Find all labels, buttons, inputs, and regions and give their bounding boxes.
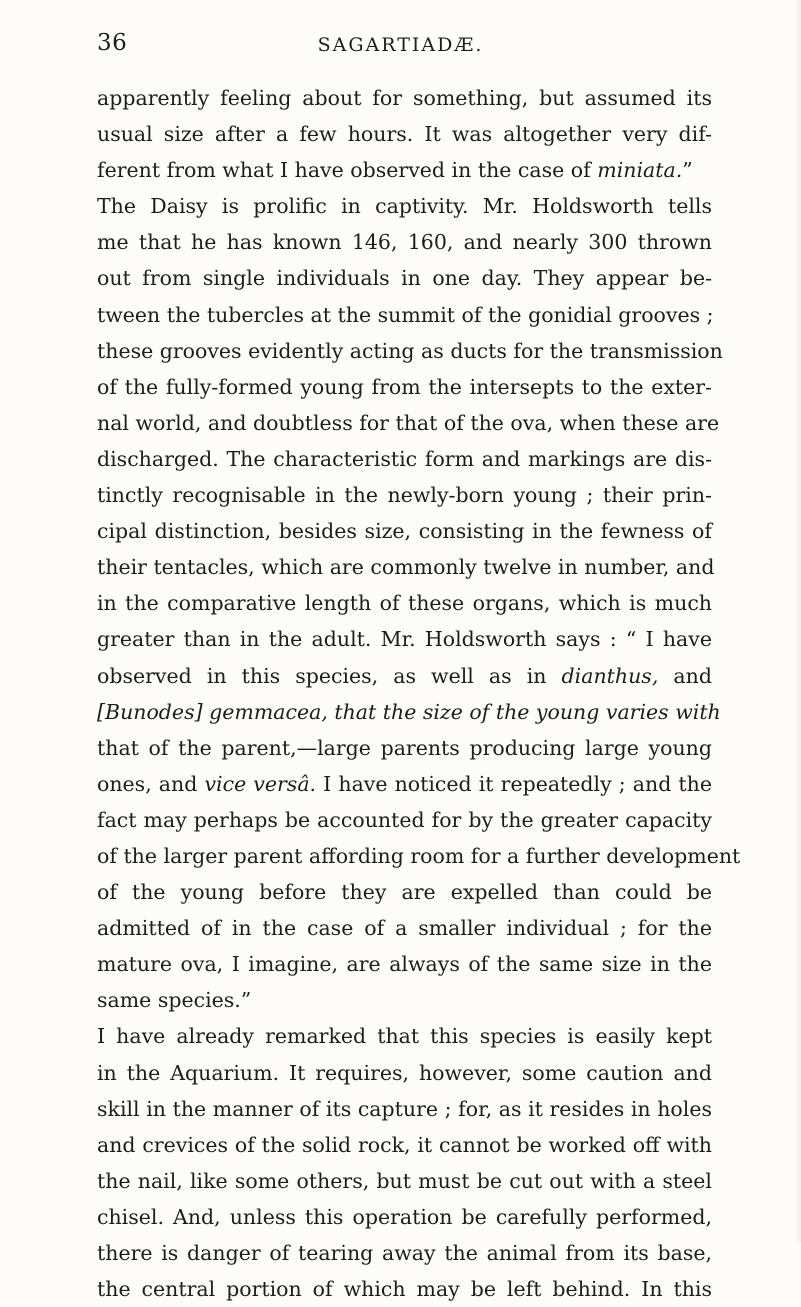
- text-line: that of the parent,—large parents producing large young: [97, 735, 712, 760]
- text-line: these grooves evidently acting as ducts for the transmission: [97, 338, 723, 363]
- text-line: in the comparative length of these organs, which is much: [97, 591, 712, 616]
- italic-species-miniata: miniata.: [597, 158, 683, 183]
- italic-vice-versa: vice versâ.: [204, 771, 317, 796]
- text-line: cipal distinction, besides size, consisting in the fewness of: [97, 519, 712, 544]
- text-line: The Daisy is prolific in captivity. Mr. Holdsworth tells: [97, 194, 712, 219]
- text-line: nal world, and doubtless for that of the ova, when these are: [97, 410, 720, 435]
- text-line: I have already remarked that this species is easily kept: [97, 1024, 712, 1049]
- text-line: skill in the manner of its capture ; for, as it resides in holes: [97, 1096, 712, 1121]
- text-line: me that he has known 146, 160, and nearly 300 thrown: [97, 230, 712, 255]
- page-number: 36: [97, 30, 128, 56]
- text-fragment: I have noticed it repeatedly ; and the: [323, 771, 712, 796]
- text-line: the nail, like some others, but must be cut out with a steel: [97, 1168, 712, 1193]
- text-line: fact may perhaps be accounted for by the greater capacity: [97, 807, 712, 832]
- italic-genus-bunodes: [Bunodes]: [97, 699, 203, 724]
- text-fragment: and: [673, 663, 712, 688]
- text-line: of the larger parent affording room for a further development: [97, 843, 741, 868]
- text-line: there is danger of tearing away the animal from its base,: [97, 1241, 712, 1265]
- closing-quote: ”: [682, 158, 693, 183]
- italic-species-gemmacea: gemmacea, that the size of the young varies with: [209, 699, 721, 724]
- text-line: discharged. The characteristic form and markings are dis-: [97, 446, 712, 471]
- text-line: tinctly recognisable in the newly-born young ; their prin-: [97, 483, 712, 508]
- text-fragment: ferent from what I have observed in the case of: [97, 158, 591, 183]
- text-line: of the young before they are expelled than could be: [97, 880, 712, 905]
- body-text: [97, 80, 741, 1307]
- text-line: their tentacles, which are commonly twelve in number, and: [97, 555, 715, 580]
- text-line: admitted of in the case of a smaller individual ; for the: [97, 916, 712, 941]
- text-line: of the fully-formed young from the intersepts to the exter-: [97, 374, 712, 399]
- text-line: [97, 766, 712, 802]
- text-line: [97, 694, 721, 730]
- page-edge-shadow: [795, 0, 801, 1242]
- text-line: greater than in the adult. Mr. Holdsworth says : “ I have: [97, 627, 712, 652]
- text-line: apparently feeling about for something, but assumed its: [97, 86, 712, 110]
- text-line: tween the tubercles at the summit of the gonidial grooves ;: [97, 302, 714, 327]
- text-line: [97, 152, 712, 188]
- text-line: mature ova, I imagine, are always of the same size in the: [97, 952, 712, 977]
- running-head: [0, 24, 801, 58]
- text-fragment: observed in this species, as well as in: [97, 663, 547, 688]
- text-line: chisel. And, unless this operation be carefully performed,: [97, 1204, 712, 1229]
- text-line: in the Aquarium. It requires, however, some caution and: [97, 1060, 712, 1085]
- running-title: SAGARTIADÆ.: [317, 34, 484, 56]
- italic-species-dianthus: dianthus,: [561, 663, 659, 688]
- text-fragment: ones, and: [97, 771, 198, 796]
- text-line: out from single individuals in one day. They appear be-: [97, 266, 712, 291]
- text-line: usual size after a few hours. It was altogether very dif-: [97, 122, 712, 147]
- text-line: [97, 658, 712, 694]
- text-line: the central portion of which may be left behind. In this: [97, 1277, 712, 1302]
- text-line: and crevices of the solid rock, it cannot be worked off with: [97, 1132, 712, 1157]
- text-line: same species.”: [97, 988, 252, 1013]
